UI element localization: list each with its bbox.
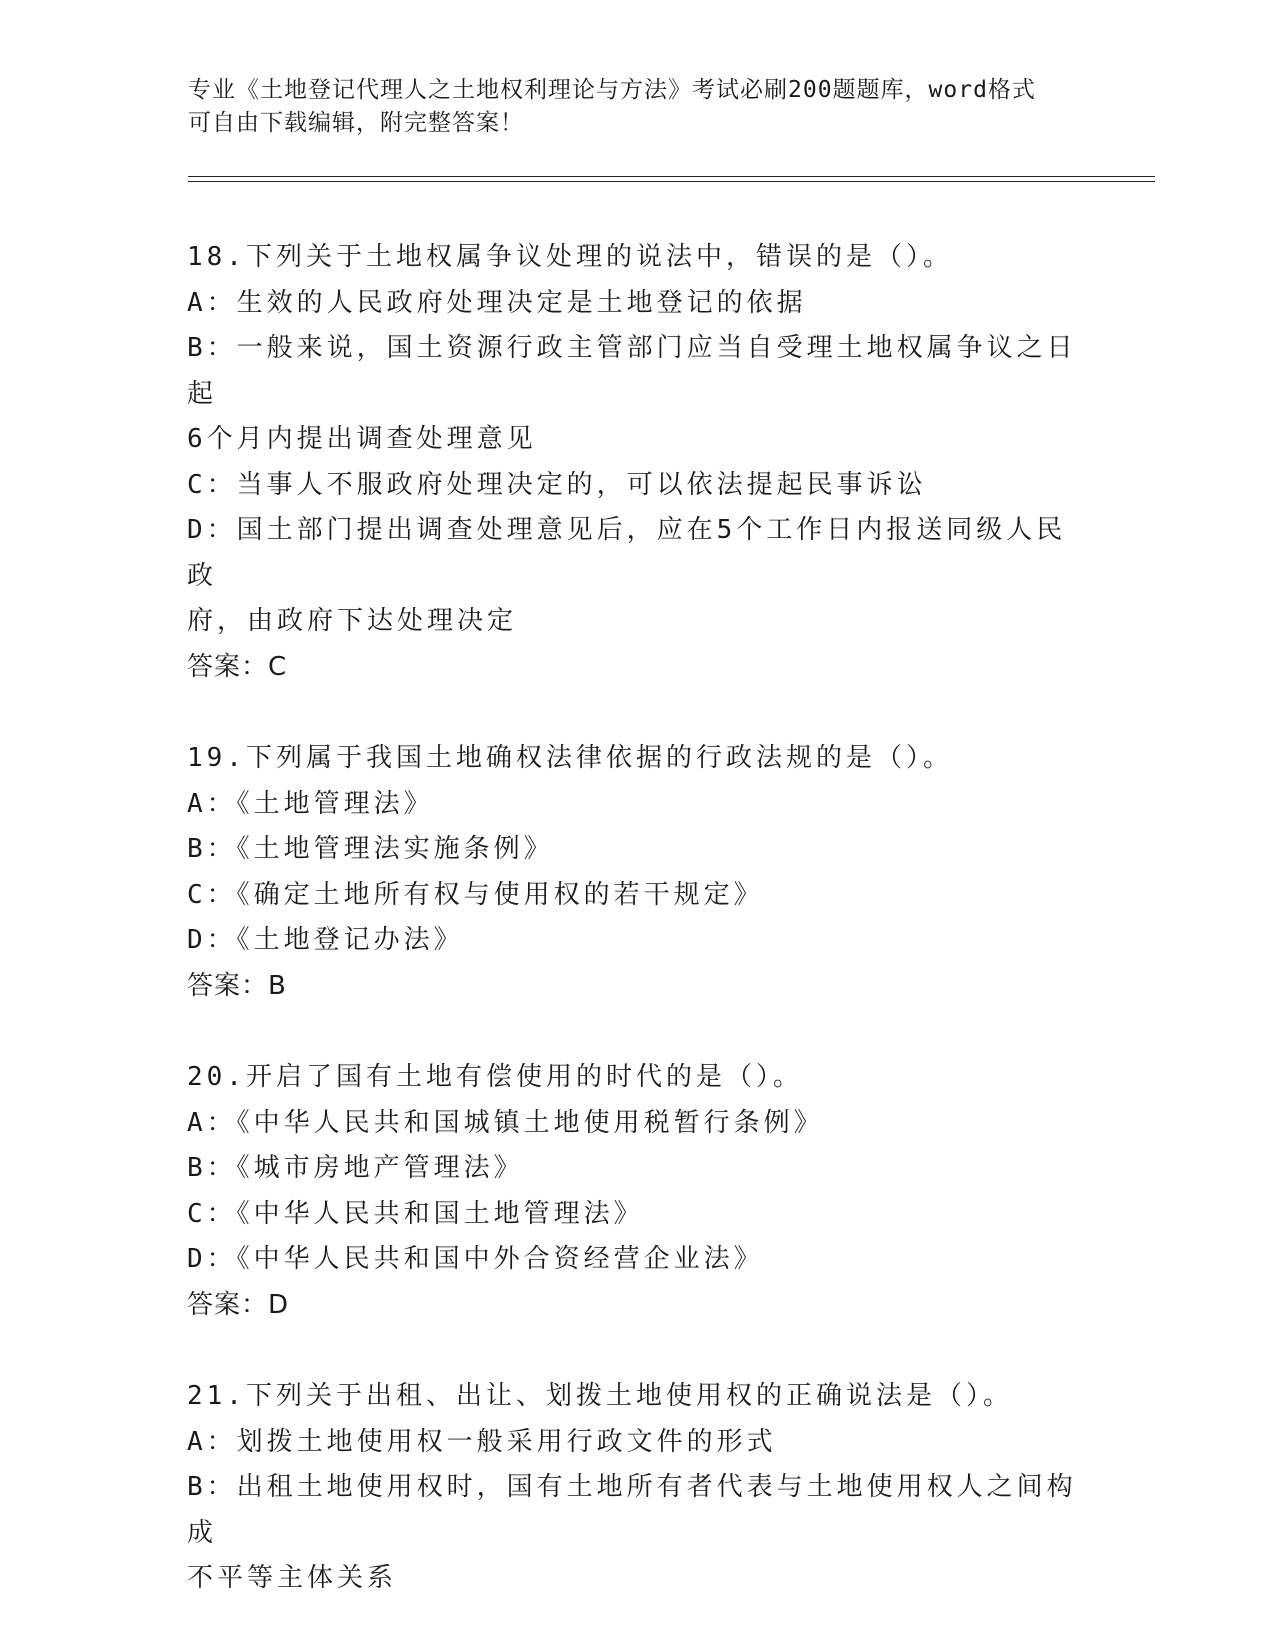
option-b-continued: 6个月内提出调查处理意见	[187, 424, 537, 454]
answer: 答案：B	[187, 970, 287, 1001]
document-header	[188, 74, 1068, 140]
option-c: C：当事人不服政府处理决定的，可以依法提起民事诉讼	[187, 469, 927, 500]
option-a: A：划拨土地使用权一般采用行政文件的形式	[187, 1426, 777, 1457]
option-c: C：《确定土地所有权与使用权的若干规定》	[187, 879, 764, 910]
option-a: A：《中华人民共和国城镇土地使用税暂行条例》	[187, 1107, 824, 1138]
question-list	[187, 235, 1087, 1602]
header-divider-bottom	[188, 181, 1155, 182]
spacer	[187, 1009, 1087, 1055]
option-d: D：国土部门提出调查处理意见后，应在5个工作日内报送同级人民政	[187, 515, 1067, 591]
header-line-1: 专业《土地登记代理人之土地权利理论与方法》考试必刷200题题库，word格式	[188, 77, 1036, 103]
question-stem: 19.下列属于我国土地确权法律依据的行政法规的是（）。	[187, 743, 953, 773]
header-divider-top	[188, 176, 1155, 177]
option-d: D：《中华人民共和国中外合资经营企业法》	[187, 1244, 764, 1274]
header-line-2: 可自由下载编辑，附完整答案！	[188, 110, 524, 136]
question-19	[187, 736, 1087, 1009]
question-18	[187, 235, 1087, 690]
option-a: A：《土地管理法》	[187, 788, 434, 819]
answer: 答案：C	[187, 651, 288, 682]
question-21	[187, 1374, 1087, 1602]
spacer	[187, 1328, 1087, 1374]
question-20	[187, 1055, 1087, 1328]
question-stem: 20.开启了国有土地有偿使用的时代的是（）。	[187, 1062, 803, 1092]
option-b: B：《城市房地产管理法》	[187, 1153, 524, 1183]
option-b: B：《土地管理法实施条例》	[187, 834, 554, 864]
question-stem: 21.下列关于出租、出让、划拨土地使用权的正确说法是（）。	[187, 1381, 1013, 1411]
question-stem: 18.下列关于土地权属争议处理的说法中，错误的是（）。	[187, 242, 953, 272]
option-b: B：出租土地使用权时，国有土地所有者代表与土地使用权人之间构成	[187, 1472, 1077, 1548]
option-b: B：一般来说，国土资源行政主管部门应当自受理土地权属争议之日起	[187, 333, 1077, 409]
option-d-continued: 府，由政府下达处理决定	[187, 606, 518, 636]
answer: 答案：D	[187, 1289, 290, 1320]
option-a: A：生效的人民政府处理决定是土地登记的依据	[187, 287, 807, 318]
spacer	[187, 690, 1087, 736]
option-d: D：《土地登记办法》	[187, 925, 464, 955]
option-c: C：《中华人民共和国土地管理法》	[187, 1198, 644, 1229]
option-b-continued: 不平等主体关系	[187, 1563, 398, 1593]
